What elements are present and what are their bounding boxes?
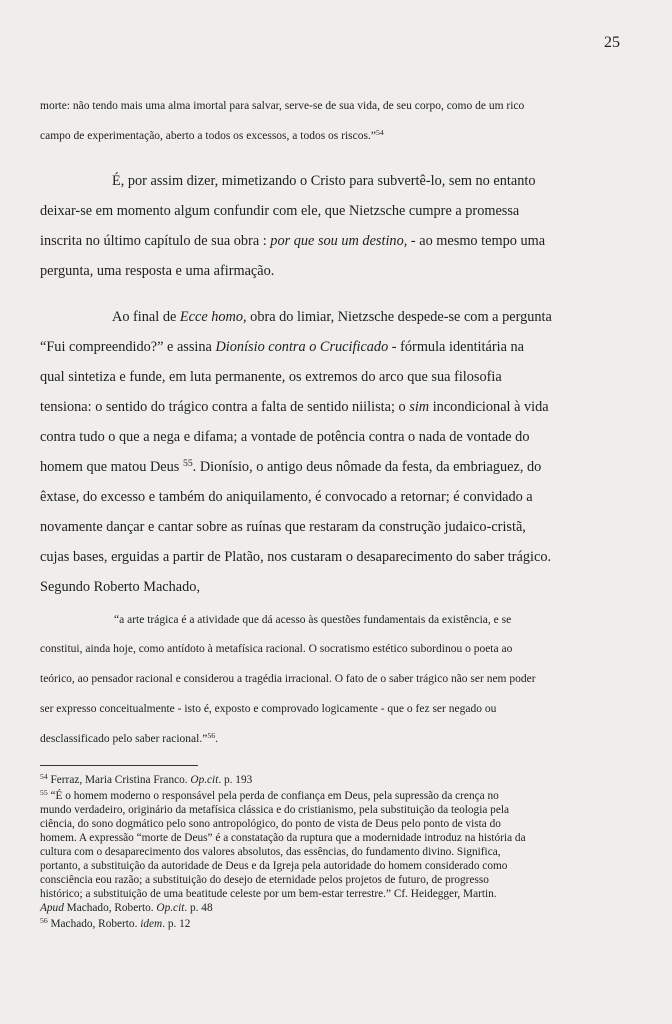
footnote-54: $^{54}$ Ferraz, Maria Cristina Franco. Op.cit. p. 193: [40, 772, 253, 786]
quote-line: constitui, ainda hoje, como antídoto à metafísica racional. O socratismo estético subordinou o poeta ao: [40, 643, 513, 655]
footnote-ref[interactable]: 55: [182, 458, 193, 470]
paragraph-line: inscrita no último capítulo de sua obra : por que sou um destino, - ao mesmo tempo uma: [40, 233, 546, 249]
footnote-line: Apud Machado, Roberto. Op.cit. p. 48: [40, 902, 213, 914]
quote-line: “a arte trágica é a atividade que dá acesso às questões fundamentais da existência, e se: [114, 614, 512, 626]
paragraph-line: deixar-se em momento algum confundir com ele, que Nietzsche cumpre a promessa: [40, 203, 520, 219]
paragraph-line: homem que matou Deus $^{55}$. Dionísio, o antigo deus nômade da festa, da embriaguez, do: [40, 458, 542, 475]
quote-line: ser expresso conceitualmente - isto é, exposto e comprovado logicamente - que o fez ser negado ou: [40, 703, 497, 715]
footnote-divider: [40, 765, 198, 766]
footnote-line: ciência, do sono dogmático pelo sono antropológico, do ponto de vista de Deus pelo ponto de vista do: [40, 818, 501, 830]
paragraph-line: Segundo Roberto Machado,: [40, 579, 201, 595]
page-number: 25: [604, 34, 620, 51]
quote-line: teórico, ao pensador racional e considerou a tragédia irracional. O fato de o saber trágico não ser nem poder: [40, 673, 536, 685]
quote-line: campo de experimentação, aberto a todos os excessos, a todos os riscos.”$^{54}$: [40, 128, 384, 142]
quote-line: morte: não tendo mais uma alma imortal para salvar, serve-se de sua vida, de seu corpo, como de um rico: [40, 100, 525, 112]
footnote-line: homem. A expressão “morte de Deus” é a constatação da ruptura que a modernidade introduz na história da: [40, 832, 526, 844]
paragraph-line: êxtase, do excesso e também do aniquilamento, é convocado a retornar; é convidado a: [40, 489, 533, 505]
paragraph-line: cujas bases, erguidas a partir de Platão, nos custaram o desaparecimento do saber trágico.: [40, 549, 552, 565]
footnote-line: histórico; a substituição de uma beatitude celeste por um bem-estar terrestre.” Cf. Heidegger, Martin.: [40, 888, 497, 900]
footnote-55: $^{55}$ “É o homem moderno o responsável pela perda de confiança em Deus, pela supressão da crença no: [40, 788, 499, 802]
footnote-line: cultura com o desaparecimento dos valores absolutos, das essências, do fundamento divino. Significa,: [40, 846, 501, 858]
paragraph-line: contra tudo o que a nega e difama; a vontade de potência contra o nada de vontade do: [40, 429, 530, 445]
paragraph-line: “Fui compreendido?” e assina Dionísio contra o Crucificado - fórmula identitária na: [40, 339, 524, 355]
paragraph-line: pergunta, uma resposta e uma afirmação.: [40, 263, 275, 279]
footnote-line: mundo verdadeiro, originário da metafísica clássica e do cristianismo, pela substituição da teologia pela: [40, 804, 509, 816]
quote-line: desclassificado pelo saber racional.”$^{56}$.: [40, 731, 218, 745]
footnote-56: $^{56}$ Machado, Roberto. idem. p. 12: [40, 916, 191, 930]
footnote-ref[interactable]: 56: [207, 731, 216, 741]
paragraph-line: qual sintetiza e funde, em luta permanente, os extremos do arco que sua filosofia: [40, 369, 502, 385]
footnote-line: consciência eou razão; a substituição do desejo de eternidade pelos projetos de futuro, de progresso: [40, 874, 489, 886]
paragraph-line: tensiona: o sentido do trágico contra a falta de sentido niilista; o sim incondicional à vida: [40, 399, 549, 415]
footnote-line: portanto, a substituição da autoridade de Deus e da Igreja pela autoridade do homem considerado como: [40, 860, 508, 872]
paragraph-line: novamente dançar e cantar sobre as ruínas que restaram da construção judaico-cristã,: [40, 519, 526, 535]
paragraph-line: É, por assim dizer, mimetizando o Cristo para subvertê-lo, sem no entanto: [112, 173, 536, 189]
footnote-ref[interactable]: 54: [375, 128, 384, 138]
paragraph-line: Ao final de Ecce homo, obra do limiar, Nietzsche despede-se com a pergunta: [112, 309, 552, 325]
